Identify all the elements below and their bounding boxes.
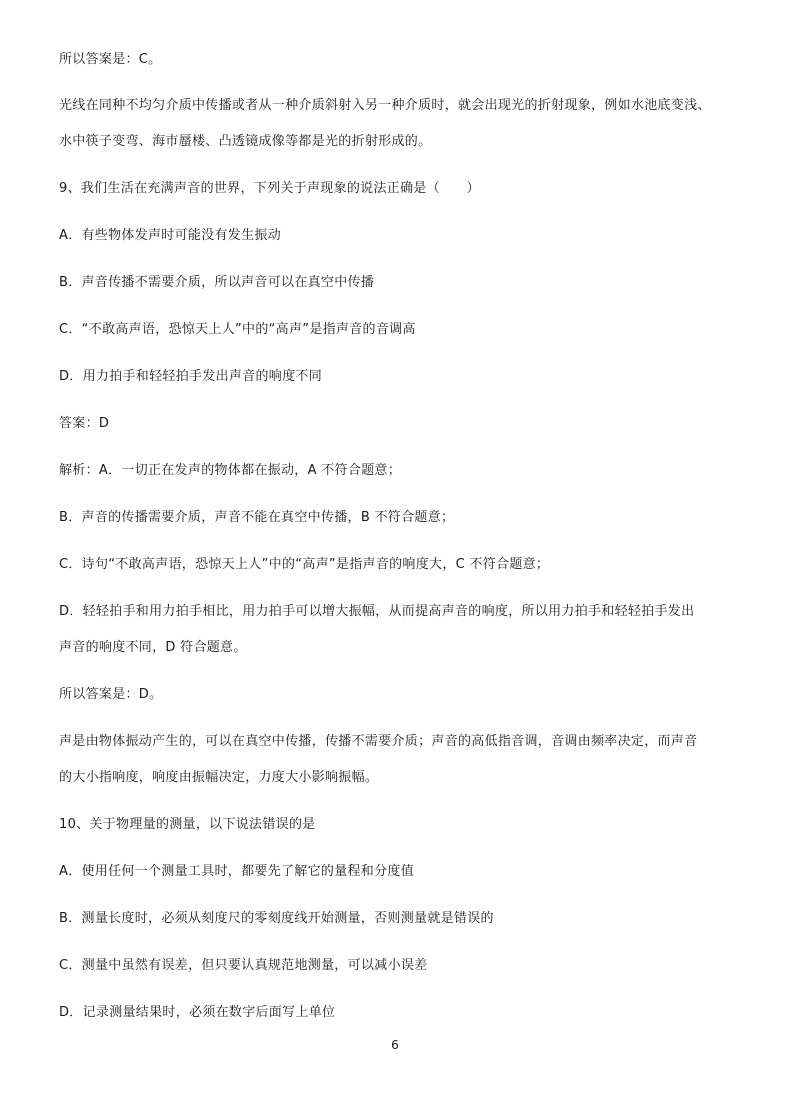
question-9-analysis: B．声音的传播需要介质，声音不能在真空中传播，B 不符合题意； xyxy=(59,510,455,525)
question-10-option-a: A．使用任何一个测量工具时，都要先了解它的量程和分度值 xyxy=(59,864,414,879)
answer-line-q8: 所以答案是：C。 xyxy=(59,52,162,67)
question-9-summary: 的大小指响度，响度由振幅决定，力度大小影响振幅。 xyxy=(59,770,379,785)
explanation-line: 水中筷子变弯、海市蜃楼、凸透镜成像等都是光的折射形成的。 xyxy=(59,134,432,149)
question-9-analysis: C．诗句“不敢高声语，恐惊天上人”中的“高声”是指声音的响度大，C 不符合题意； xyxy=(59,557,550,572)
page-number: 6 xyxy=(391,1038,399,1052)
question-10-option-d: D．记录测量结果时，必须在数字后面写上单位 xyxy=(59,1005,336,1020)
question-9-analysis: D．轻轻拍手和用力拍手相比，用力拍手可以增大振幅，从而提高声音的响度，所以用力拍手和轻轻拍手发出 xyxy=(59,604,695,619)
question-9-conclusion: 所以答案是：D。 xyxy=(59,687,163,702)
question-9-answer: 答案：D xyxy=(59,416,110,431)
question-9-option-c: C．“不敢高声语，恐惊天上人”中的“高声”是指声音的音调高 xyxy=(59,322,416,337)
question-9-analysis: 声音的响度不同，D 符合题意。 xyxy=(59,640,247,655)
explanation-line: 光线在同种不均匀介质中传播或者从一种介质斜射入另一种介质时，就会出现光的折射现象，例如水池底变浅、 xyxy=(59,98,711,113)
question-9-analysis: 解析：A．一切正在发声的物体都在振动，A 不符合题意； xyxy=(59,463,402,478)
question-10-option-c: C．测量中虽然有误差，但只要认真规范地测量，可以减小误差 xyxy=(59,958,428,973)
question-9-stem: 9、我们生活在充满声音的世界，下列关于声现象的说法正确是（ ） xyxy=(59,181,480,196)
question-9-option-d: D．用力拍手和轻轻拍手发出声音的响度不同 xyxy=(59,369,323,384)
question-9-option-b: B．声音传播不需要介质，所以声音可以在真空中传播 xyxy=(59,275,375,290)
question-9-summary: 声是由物体振动产生的，可以在真空中传播，传播不需要介质；声音的高低指音调，音调由频率决定，而声音 xyxy=(59,734,698,749)
question-9-option-a: A．有些物体发声时可能没有发生振动 xyxy=(59,228,281,243)
question-10-stem: 10、关于物理量的测量，以下说法错误的是 xyxy=(59,817,316,832)
question-10-option-b: B．测量长度时，必须从刻度尺的零刻度线开始测量，否则测量就是错误的 xyxy=(59,911,494,926)
